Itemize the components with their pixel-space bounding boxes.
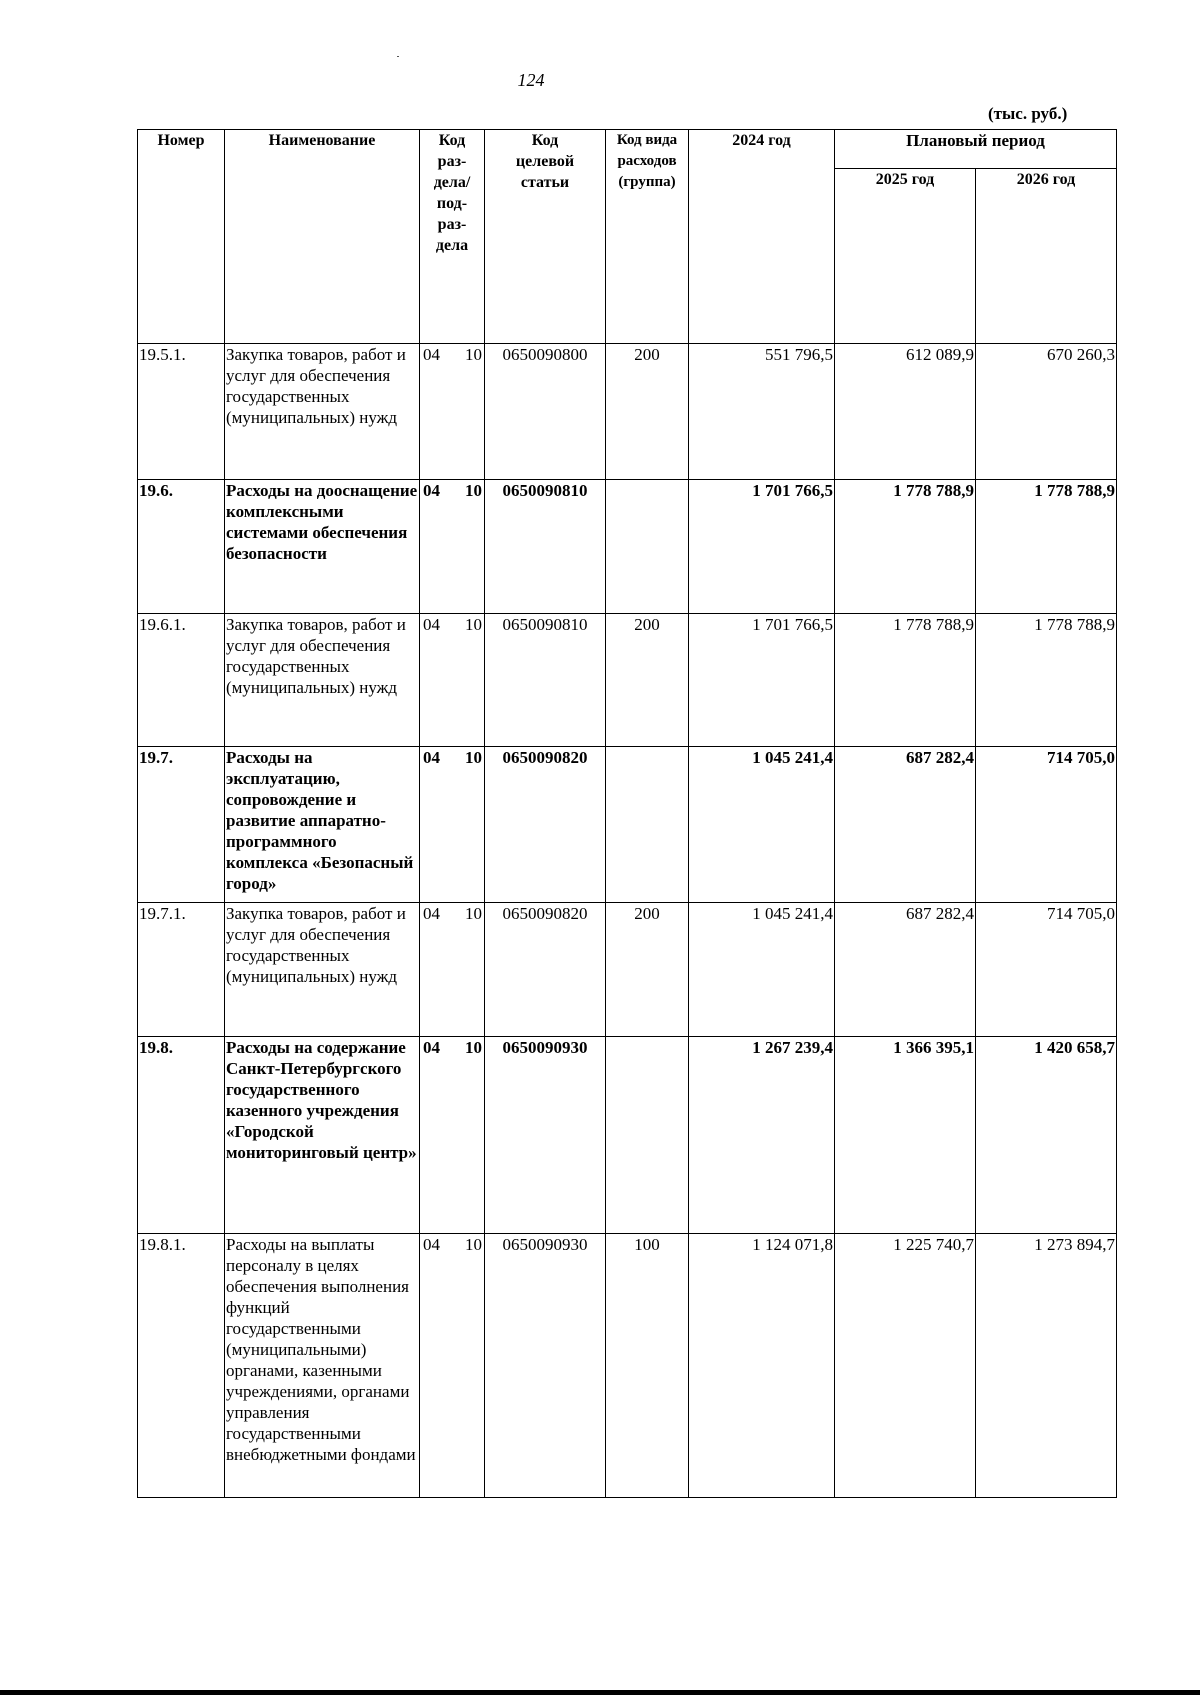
cell-2025: 1 778 788,9	[835, 480, 976, 614]
header-name: Наименование	[225, 130, 420, 344]
cell-2026: 1 420 658,7	[976, 1037, 1117, 1234]
cell-target: 0650090820	[485, 903, 606, 1037]
cell-name: Расходы на дооснащение комплексными системами обеспечения безопасности	[225, 480, 420, 614]
cell-number: 19.6.	[138, 480, 225, 614]
header-razdel-line: Код	[438, 132, 466, 149]
cell-name: Расходы на выплаты персоналу в целях обеспечения выполнения функций государственными (муниципальными) органами, казенными учреждениями, органами управления государственными внебюджетными фондами	[225, 1234, 420, 1498]
cell-2024: 1 701 766,5	[689, 480, 835, 614]
cell-2025: 687 282,4	[835, 747, 976, 903]
cell-name: Закупка товаров, работ и услуг для обеспечения государственных (муниципальных) нужд	[225, 903, 420, 1037]
cell-2025: 687 282,4	[835, 903, 976, 1037]
cell-rz: 04	[423, 481, 440, 500]
cell-2026: 714 705,0	[976, 747, 1117, 903]
header-target-line: Код	[531, 132, 559, 149]
cell-rz: 04	[423, 748, 440, 767]
header-target-line: целевой	[515, 153, 575, 170]
header-razdel-line: дела	[435, 237, 469, 254]
table-row	[138, 480, 1117, 614]
header-kvr-line: (группа)	[618, 174, 676, 190]
table-header	[138, 130, 1117, 344]
page-number: 124	[517, 70, 545, 90]
cell-rz: 04	[423, 1235, 440, 1254]
cell-2026: 1 778 788,9	[976, 480, 1117, 614]
header-razdel-line: раз-	[437, 216, 467, 233]
cell-target: 0650090810	[485, 480, 606, 614]
cell-2026: 1 273 894,7	[976, 1234, 1117, 1498]
cell-prz: 10	[465, 1235, 482, 1254]
header-2025: 2025 год	[835, 169, 976, 344]
cell-prz: 10	[465, 481, 482, 500]
table-row	[138, 903, 1117, 1037]
cell-razdel	[420, 903, 485, 1037]
header-razdel-line: дела/	[433, 174, 471, 191]
cell-name: Закупка товаров, работ и услуг для обеспечения государственных (муниципальных) нужд	[225, 344, 420, 480]
cell-target: 0650090800	[485, 344, 606, 480]
header-kvr-line: расходов	[617, 153, 677, 169]
table-row	[138, 1037, 1117, 1234]
table-row	[138, 344, 1117, 480]
table-row	[138, 1234, 1117, 1498]
cell-target: 0650090810	[485, 614, 606, 747]
cell-kvr	[606, 1037, 689, 1234]
cell-2026: 670 260,3	[976, 344, 1117, 480]
cell-prz: 10	[465, 748, 482, 767]
cell-2026: 1 778 788,9	[976, 614, 1117, 747]
table-row	[138, 614, 1117, 747]
header-2024: 2024 год	[689, 130, 835, 344]
cell-kvr	[606, 480, 689, 614]
budget-table	[137, 129, 1117, 1498]
cell-prz: 10	[465, 1038, 482, 1057]
cell-2024: 1 701 766,5	[689, 614, 835, 747]
cell-kvr: 200	[606, 344, 689, 480]
header-plan-period: Плановый период	[835, 130, 1117, 169]
cell-name: Закупка товаров, работ и услуг для обеспечения государственных (муниципальных) нужд	[225, 614, 420, 747]
header-razdel-line: раз-	[437, 153, 467, 170]
cell-rz: 04	[423, 615, 440, 634]
cell-2025: 1 778 788,9	[835, 614, 976, 747]
table-row	[138, 747, 1117, 903]
header-target-line: статьи	[520, 174, 570, 191]
cell-number: 19.6.1.	[138, 614, 225, 747]
cell-kvr	[606, 747, 689, 903]
header-number: Номер	[138, 130, 225, 344]
cell-number: 19.8.	[138, 1037, 225, 1234]
cell-kvr: 200	[606, 903, 689, 1037]
cell-2024: 1 267 239,4	[689, 1037, 835, 1234]
cell-2024: 1 045 241,4	[689, 747, 835, 903]
cell-kvr: 100	[606, 1234, 689, 1498]
cell-2024: 551 796,5	[689, 344, 835, 480]
header-kvr	[606, 130, 689, 344]
cell-razdel	[420, 1037, 485, 1234]
cell-2026: 714 705,0	[976, 903, 1117, 1037]
cell-target: 0650090930	[485, 1037, 606, 1234]
cell-number: 19.5.1.	[138, 344, 225, 480]
cell-prz: 10	[465, 345, 482, 364]
table-body	[138, 344, 1117, 1498]
cell-2024: 1 045 241,4	[689, 903, 835, 1037]
cell-name: Расходы на содержание Санкт-Петербургского государственного казенного учреждения «Городской мониторинговый центр»	[225, 1037, 420, 1234]
cell-rz: 04	[423, 345, 440, 364]
cell-2025: 612 089,9	[835, 344, 976, 480]
header-2026: 2026 год	[976, 169, 1117, 344]
cell-number: 19.8.1.	[138, 1234, 225, 1498]
cell-target: 0650090820	[485, 747, 606, 903]
cell-2025: 1 225 740,7	[835, 1234, 976, 1498]
cell-2025: 1 366 395,1	[835, 1037, 976, 1234]
cell-razdel	[420, 747, 485, 903]
header-target	[485, 130, 606, 344]
header-razdel	[420, 130, 485, 344]
cell-razdel	[420, 344, 485, 480]
cell-prz: 10	[465, 615, 482, 634]
header-razdel-line: под-	[436, 195, 468, 212]
cell-target: 0650090930	[485, 1234, 606, 1498]
cell-kvr: 200	[606, 614, 689, 747]
scan-speck	[397, 56, 399, 57]
cell-rz: 04	[423, 904, 440, 923]
units-label: (тыс. руб.)	[988, 104, 1068, 123]
cell-razdel	[420, 1234, 485, 1498]
cell-number: 19.7.	[138, 747, 225, 903]
cell-number: 19.7.1.	[138, 903, 225, 1037]
cell-rz: 04	[423, 1038, 440, 1057]
cell-razdel	[420, 480, 485, 614]
cell-razdel	[420, 614, 485, 747]
cell-name: Расходы на эксплуатацию, сопровождение и развитие аппаратно-программного комплекса «Безопасный город»	[225, 747, 420, 903]
cell-prz: 10	[465, 904, 482, 923]
header-kvr-line: Код вида	[616, 132, 678, 148]
scan-edge	[0, 1690, 1200, 1695]
cell-2024: 1 124 071,8	[689, 1234, 835, 1498]
